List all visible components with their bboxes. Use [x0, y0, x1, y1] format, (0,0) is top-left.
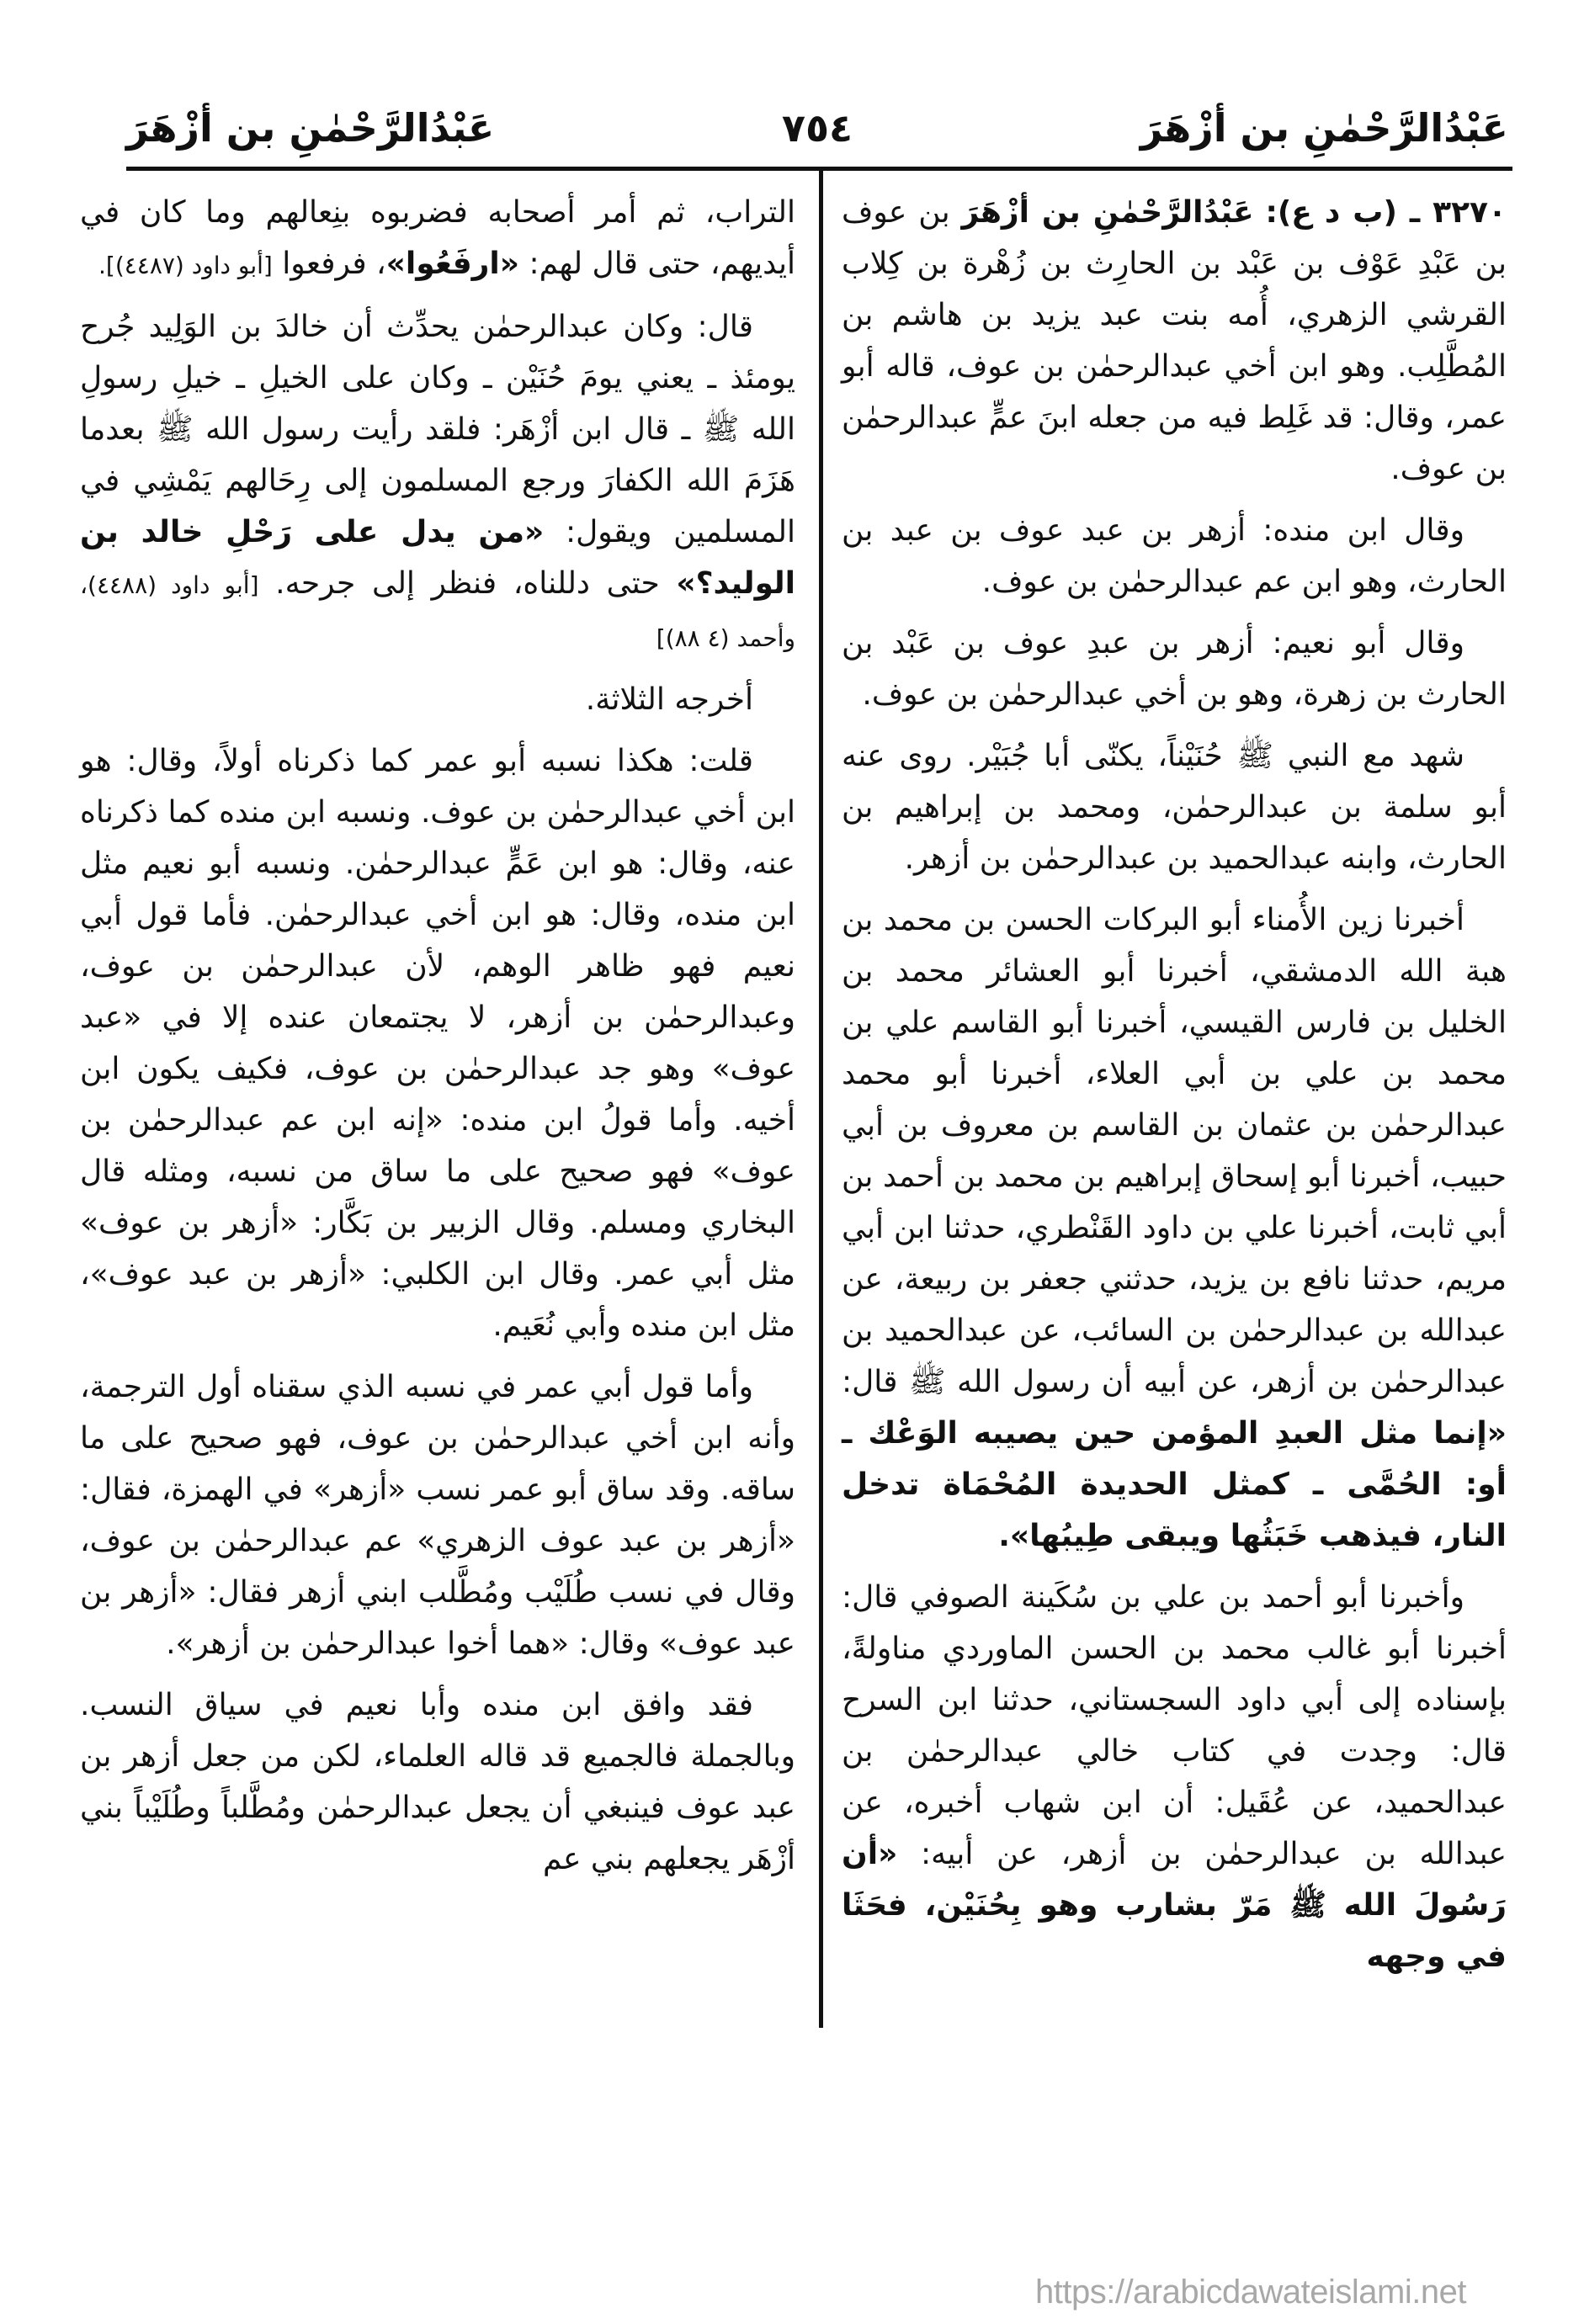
- paragraph-takhrij: أخرجه الثلاثة.: [585, 682, 753, 717]
- narrative-text: التراب، ثم أمر أصحابه فضربوه بنِعالهم وما كان في أيديهم، حتى قال لهم:: [80, 195, 795, 281]
- hadith-text: «إنما مثل العبدِ المؤمن حين يصيبه الوَعْك ـ أو: الحُمَّى ـ كمثل الحديدة المُحْمَاة تدخل النار، فيذهب خَبَثُها ويبقى طِيبُها».: [842, 1416, 1507, 1553]
- entry-paragraph: [842, 187, 1507, 495]
- paragraph-commentary-2: وأما قول أبي عمر في نسبه الذي سقناه أول الترجمة، وأنه ابن أخي عبدالرحمٰن بن عوف، فهو صحيح على ما ساقه. وقد ساق أبو عمر نسب «أزهر» في الهمزة، فقال: «أزهر بن عبد عوف الزهري» عم عبدالرحمٰن بن عوف، وقال في نسب طُلَيْب ومُطَّلب ابني أزهر فقال: «أزهر بن عبد عوف» وقال: «هما أخوا عبدالرحمٰن بن أزهر».: [80, 1370, 795, 1661]
- paragraph-khalid: [80, 301, 795, 664]
- running-title-right: عَبْدُالرَّحْمٰنِ بن أزْهَرَ: [1140, 105, 1508, 151]
- column-divider: [819, 168, 823, 2028]
- paragraph-ibn-mandah: وقال ابن منده: أزهر بن عبد عوف بن عبد بن الحارث، وهو ابن عم عبدالرحمٰن بن عوف.: [842, 513, 1507, 599]
- entry-number: ٣٢٧٠ ـ (ب د ع):: [1265, 195, 1507, 230]
- hadith-text: «أن رَسُولَ الله ﷺ مَرّ بشارب وهو بِحُنَيْن، فحَثَا في وجهه: [842, 1837, 1507, 1974]
- paragraph-continuation: [80, 187, 795, 291]
- isnad-text: أخبرنا زين الأُمناء أبو البركات الحسن بن محمد بن هبة الله الدمشقي، أخبرنا أبو العشائر محمد بن الخليل بن فارس القيسي، أخبرنا أبو القاسم علي بن محمد بن علي بن أبي العلاء، أخبرنا أبو محمد عبدالرحمٰن بن عثمان بن القاسم بن معروف بن أبي حبيب، أخبرنا أبو إسحاق إبراهيم بن محمد بن أحمد بن أبي ثابت، أخبرنا علي بن داود القَنْطري، حدثنا ابن أبي مريم، حدثنا نافع بن يزيد، حدثني جعفر بن ربيعة، عن عبدالله بن عبدالرحمٰن بن السائب، عن عبدالحميد بن عبدالرحمٰن بن أزهر، عن أبيه أن رسول الله ﷺ قال:: [842, 903, 1507, 1399]
- entry-heading: عَبْدُالرَّحْمٰنِ بن أزْهَرَ: [961, 195, 1254, 230]
- paragraph-commentary-1: قلت: هكذا نسبه أبو عمر كما ذكرناه أولاً، وقال: هو ابن أخي عبدالرحمٰن بن عوف. ونسبه ابن منده كما ذكرناه عنه، وقال: هو ابن عَمٍّ عبدالرحمٰن. ونسبه أبو نعيم مثل ابن منده، وقال: هو ابن أخي عبدالرحمٰن. فأما قول أبي نعيم فهو ظاهر الوهم، لأن عبدالرحمٰن بن عوف، وعبدالرحمٰن بن أزهر، لا يجتمعان عنده إلا في «عبد عوف» وهو جد عبدالرحمٰن بن عوف، فكيف يكون ابن أخيه. وأما قولُ ابن منده: «إنه ابن عم عبدالرحمٰن بن عوف» فهو صحيح على ما ساق من نسبه، ومثله قال البخاري ومسلم. وقال الزبير بن بَكَّار: «أزهر بن عوف» مثل أبي عمر. وقال ابن الكلبي: «أزهر بن عبد عوف»، مثل ابن منده وأبي نُعَيم.: [80, 744, 795, 1343]
- source-reference: [أبو داود (٤٤٨٨)، وأحمد (٤ ٨٨)]: [80, 571, 795, 652]
- isnad-text: وأخبرنا أبو أحمد بن علي بن سُكَينة الصوفي قال: أخبرنا أبو غالب محمد بن الحسن الماوردي مناولةً، بإسناده إلى أبي داود السجستاني، حدثنا ابن السرح قال: وجدت في كتاب خالي عبدالرحمٰن بن عبدالحميد، عن عُقَيل: أن ابن شهاب أخبره، عن عبدالله بن عبدالرحمٰن بن أزهر، عن أبيه:: [842, 1580, 1507, 1871]
- watermark-url: https://arabicdawateislami.net: [1035, 2274, 1466, 2311]
- narrative-text: حتى دللناه، فنظر إلى جرحه.: [275, 566, 660, 601]
- left-column: [80, 187, 795, 1895]
- entry-lineage: بن عوف بن عَبْدِ عَوْف بن عَبْد بن الحارِث بن زُهْرة بن كِلاب القرشي الزهري، أُمه بنت عبد يزيد بن هاشم بن المُطَّلِب. وهو ابن أخي عبدالرحمٰن بن عوف، قاله أبو عمر، وقال: قد غَلِط فيه من جعله ابنَ عمٍّ عبدالرحمٰن بن عوف.: [842, 195, 1507, 486]
- page-number: ٧٥٤: [781, 105, 853, 151]
- running-title-left: عَبْدُالرَّحْمٰنِ بن أزْهَرَ: [126, 105, 495, 151]
- hadith-quote: «من يدل على رَحْلِ خالد بن الوليد؟»: [80, 515, 795, 601]
- narrative-text: قال: وكان عبدالرحمٰن يحدِّث أن خالدَ بن الوَلِيد جُرح يومئذ ـ يعني يومَ حُنَيْن ـ وكان على الخيلِ ـ خيلِ رسولِ الله ﷺ ـ قال ابن أزْهَر: فلقد رأيت رسول الله ﷺ بعدما هَزَمَ الله الكفارَ ورجع المسلمون إلى رِحَالهم يَمْشِي في المسلمين ويقول:: [80, 310, 795, 549]
- paragraph-isnad-2: [842, 1572, 1507, 1982]
- hadith-quote: «ارفَعُوا»: [385, 247, 519, 281]
- paragraph-abu-nuaym: وقال أبو نعيم: أزهر بن عبدِ عوف بن عَبْد بن الحارث بن زهرة، وهو بن أخي عبدالرحمٰن بن عوف.: [842, 626, 1507, 712]
- paragraph-commentary-3: فقد وافق ابن منده وأبا نعيم في سياق النسب. وبالجملة فالجميع قد قاله العلماء، لكن من جعل أزهر بن عبد عوف فينبغي أن يجعل عبدالرحمٰن ومُطَّلباً وطُلَيْباً بني أزْهَر يجعلهم بني عم: [80, 1688, 795, 1876]
- right-column: [842, 187, 1507, 1992]
- paragraph-hunayn: شهد مع النبي ﷺ حُنَيْناً، يكنّى أبا جُبَيْر. روى عنه أبو سلمة بن عبدالرحمٰن، ومحمد بن إبراهيم بن الحارث، وابنه عبدالحميد بن عبدالرحمٰن بن أزهر.: [842, 739, 1507, 876]
- source-reference: [أبو داود (٤٤٨٧)].: [98, 252, 273, 279]
- page-header: [126, 94, 1508, 162]
- paragraph-isnad-1: [842, 894, 1507, 1562]
- narrative-text: ، فرفعوا: [282, 247, 386, 281]
